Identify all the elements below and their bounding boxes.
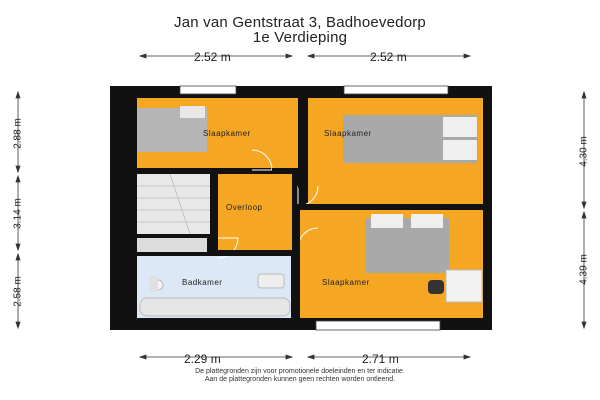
floor-subtitle: 1e Verdieping [252,29,348,46]
disclaimer-line-1: De plattegronden zijn voor promotionele doeleinden en ter indicatie. [195,368,405,375]
dim-left-top: 2.88 m [12,118,24,149]
window-top-right [344,86,448,94]
dim-left-bottom: 2.58 m [12,276,24,307]
disclaimer-line-2: Aan de plattegronden kunnen geen rechten worden ontleend. [204,376,396,383]
dim-bottom-left: 2.29 m [184,352,221,366]
dim-left-mid: 3.14 m [12,198,24,229]
window-bottom [316,321,440,330]
label-overloop: Overloop [226,203,263,212]
label-slaapkamer-3: Slaapkamer [322,278,370,287]
window-top-left [180,86,236,94]
label-slaapkamer-1: Slaapkamer [203,129,251,138]
dim-top-left: 2.52 m [194,50,231,64]
label-badkamer: Badkamer [182,278,223,287]
dim-right-top: 4.30 m [578,136,590,167]
room-overloop [218,174,292,250]
stairs [137,174,216,234]
label-slaapkamer-2: Slaapkamer [324,129,372,138]
dim-bottom-right: 2.71 m [362,352,399,366]
dim-top-right: 2.52 m [370,50,407,64]
plan-title: Jan van Gentstraat 3, Badhoevedorp [174,14,426,31]
dim-right-bottom: 4.39 m [578,254,590,285]
